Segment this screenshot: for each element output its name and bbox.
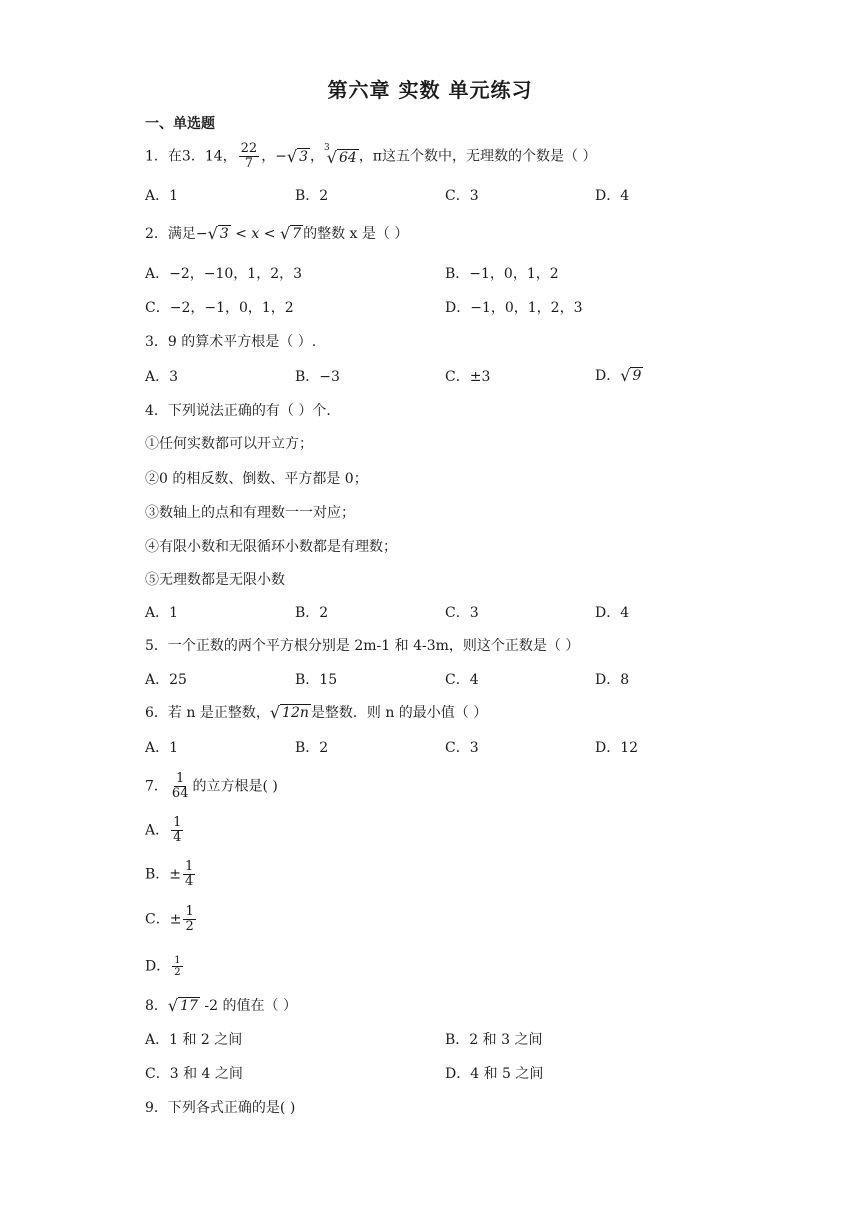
square-root: √ 12n bbox=[269, 703, 309, 722]
question-4: 4．下列说法正确的有（ ）个． bbox=[145, 403, 341, 419]
q6-option-b: B．2 bbox=[295, 740, 329, 756]
q4-statement-2: ②0 的相反数、倒数、平方都是 0； bbox=[145, 471, 368, 487]
q2-option-a: A．−2，−10，1，2，3 bbox=[145, 266, 303, 282]
q4-statement-3: ③数轴上的点和有理数一一对应； bbox=[145, 505, 355, 521]
question-9: 9．下列各式正确的是( ) bbox=[145, 1100, 296, 1116]
q1-option-a: A．1 bbox=[145, 188, 179, 204]
q3-option-b: B．−3 bbox=[295, 369, 340, 385]
q4-statement-1: ①任何实数都可以开立方； bbox=[145, 436, 313, 452]
q1-option-b: B．2 bbox=[295, 188, 329, 204]
q5-option-c: C．4 bbox=[445, 672, 479, 688]
q8-option-a: A．1 和 2 之间 bbox=[145, 1032, 243, 1048]
square-root: √ 3 bbox=[286, 146, 309, 166]
q7-option-b: B．± $\frac{1}{4}$ bbox=[145, 859, 194, 889]
section-heading: 一、单选题 bbox=[145, 116, 215, 132]
q4-option-c: C．3 bbox=[445, 605, 479, 621]
question-7: 7． $\frac{1}{64}$ 的立方根是( ) bbox=[145, 771, 278, 801]
square-root: √ 7 bbox=[279, 224, 302, 243]
fraction: $\frac{1}{64}$ bbox=[171, 771, 189, 801]
q2-option-c: C．−2，−1，0，1，2 bbox=[145, 300, 294, 316]
square-root: √ 3 bbox=[207, 224, 229, 243]
q1-option-c: C．3 bbox=[445, 188, 479, 204]
q7-option-a: A． $\frac{1}{4}$ bbox=[145, 815, 182, 845]
q8-option-b: B．2 和 3 之间 bbox=[445, 1032, 543, 1048]
q3-option-d: D． √ 9 bbox=[595, 366, 642, 385]
square-root: √ 17 bbox=[167, 996, 198, 1015]
q4-option-a: A．1 bbox=[145, 605, 179, 621]
q5-option-a: A．25 bbox=[145, 672, 187, 688]
page-title: 第六章 实数 单元练习 bbox=[327, 78, 533, 102]
question-2: 2．满足− √ 3 < x < √ 7 的整数 x 是（ ） bbox=[145, 224, 409, 243]
fraction: $\frac{22}{7}$ bbox=[240, 141, 258, 171]
q8-option-c: C．3 和 4 之间 bbox=[145, 1066, 243, 1082]
q3-option-a: A．3 bbox=[145, 369, 179, 385]
q1-option-d: D．4 bbox=[595, 188, 630, 204]
q2-option-b: B．−1，0，1，2 bbox=[445, 266, 559, 282]
question-8: 8． √ 17 -2 的值在（ ） bbox=[145, 996, 297, 1015]
q2-option-d: D．−1，0，1，2，3 bbox=[445, 300, 583, 316]
q3-option-c: C．±3 bbox=[445, 369, 491, 385]
q7-option-d: D． $\frac{1}{2}$ bbox=[145, 955, 181, 978]
q4-option-d: D．4 bbox=[595, 605, 630, 621]
q6-option-a: A．1 bbox=[145, 740, 179, 756]
square-root: √ 9 bbox=[620, 366, 642, 385]
question-6: 6．若 n 是正整数， √ 12n 是整数．则 n 的最小值（ ） bbox=[145, 703, 488, 722]
q6-option-c: C．3 bbox=[445, 740, 479, 756]
q5-option-b: B．15 bbox=[295, 672, 338, 688]
q8-option-d: D．4 和 5 之间 bbox=[445, 1066, 544, 1082]
q7-option-c: C．± $\frac{1}{2}$ bbox=[145, 904, 194, 934]
q4-statement-5: ⑤无理数都是无限小数 bbox=[145, 572, 285, 588]
question-3: 3．9 的算术平方根是（ ）. bbox=[145, 334, 317, 350]
q5-option-d: D．8 bbox=[595, 672, 630, 688]
q4-option-b: B．2 bbox=[295, 605, 329, 621]
question-5: 5．一个正数的两个平方根分别是 2m-1 和 4-3m，则这个正数是（ ） bbox=[145, 638, 580, 654]
q4-statement-4: ④有限小数和无限循环小数都是有理数； bbox=[145, 539, 397, 555]
q6-option-d: D．12 bbox=[595, 740, 639, 756]
question-1: 1．在3．14， $\frac{22}{7}$ ，− √ 3 ， 3 √ 64 ，π这五个数中，无理数的个数是（ ） bbox=[145, 141, 597, 171]
cube-root: 3 √ 64 bbox=[324, 142, 357, 167]
